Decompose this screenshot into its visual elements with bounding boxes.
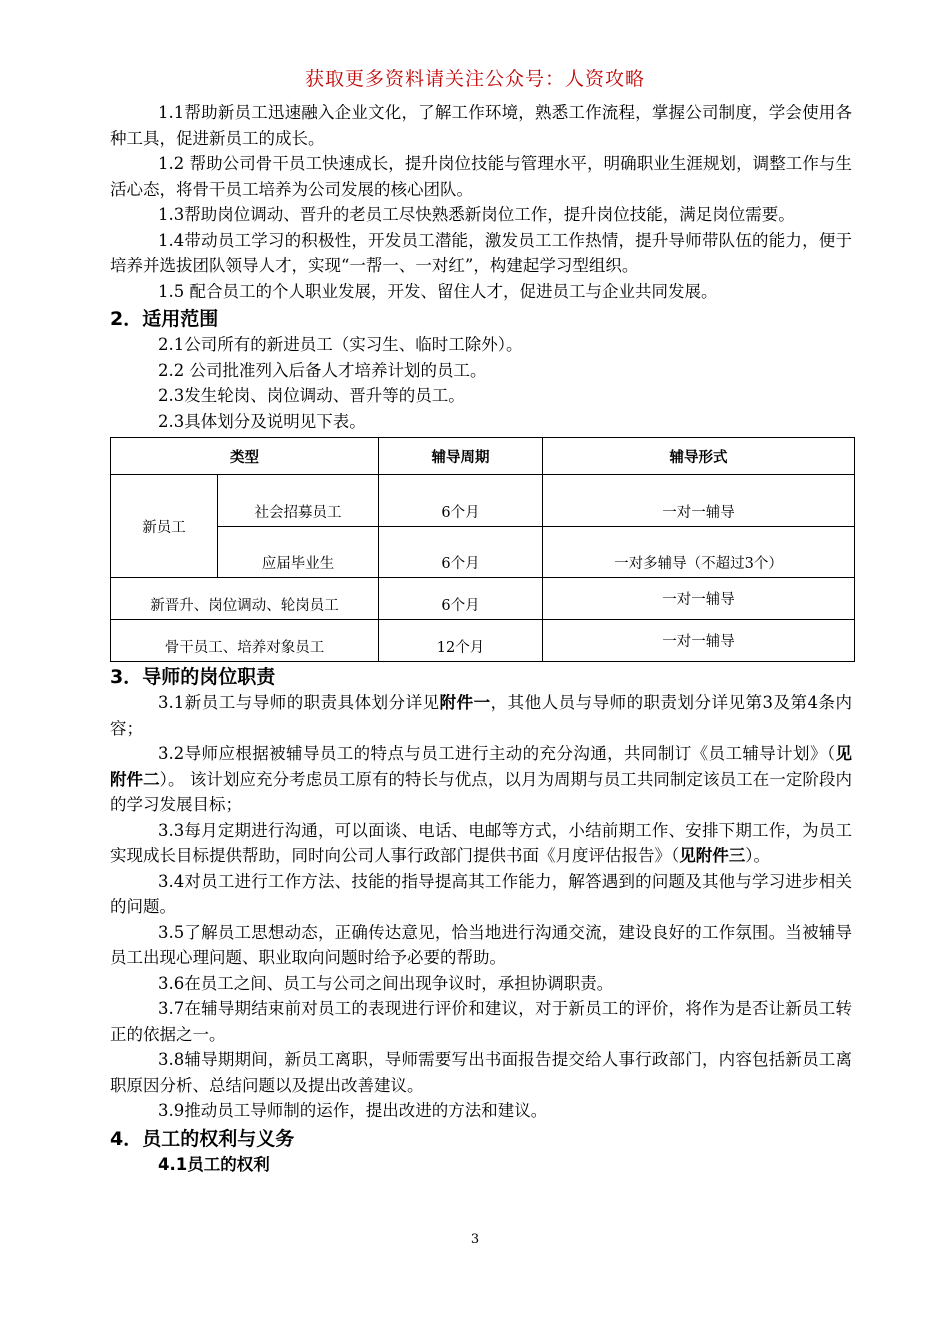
attachment-2-ref: 见附件二 [110, 744, 852, 789]
cell-type: 社会招募员工 [218, 475, 379, 527]
para-1-5: 1.5 配合员工的个人职业发展，开发、留住人才，促进员工与企业共同发展。 [158, 281, 718, 301]
cell-type: 骨干员工、培养对象员工 [111, 620, 379, 662]
attachment-1-ref: 附件一 [439, 693, 491, 712]
cell-type: 应届毕业生 [218, 527, 379, 578]
table-row [111, 578, 855, 620]
para-2-1: 2.1公司所有的新进员工（实习生、临时工除外）。 [158, 335, 523, 354]
para-3-4: 3.4对员工进行工作方法、技能的指导提高其工作能力，解答遇到的问题及其他与学习进步相关的问题。 [110, 871, 852, 916]
group-new-employee: 新员工 [111, 475, 218, 578]
para-3-5: 3.5了解员工思想动态，正确传达意见，恰当地进行沟通交流，建设良好的工作氛围。当被辅导员工出现心理问题、职业取向问题时给予必要的帮助。 [110, 922, 852, 967]
para-1-2: 1.2 帮助公司骨干员工快速成长，提升岗位技能与管理水平，明确职业生涯规划，调整工作与生活心态，将骨干员工培养为公司发展的核心团队。 [110, 154, 852, 199]
cell-period: 6个月 [379, 578, 543, 620]
cell-period: 6个月 [379, 527, 543, 578]
table-row [111, 620, 855, 662]
page-number: 3 [470, 1232, 480, 1247]
cell-form: 一对一辅导 [543, 475, 855, 527]
cell-form: 一对多辅导（不超过3个） [543, 527, 855, 578]
header-period: 辅导周期 [379, 438, 543, 475]
table-row [111, 527, 855, 578]
para-3-1-text: 3.1新员工与导师的职责具体划分详见 [158, 693, 440, 712]
cell-type: 新晋升、岗位调动、轮岗员工 [111, 578, 379, 620]
section-2-title: 2．适用范围 [110, 308, 219, 330]
document-body [110, 100, 852, 1178]
cell-period: 12个月 [379, 620, 543, 662]
cell-form: 一对一辅导 [543, 578, 855, 620]
para-3-9: 3.9推动员工导师制的运作，提出改进的方法和建议。 [158, 1101, 548, 1120]
para-1-4: 1.4带动员工学习的积极性，开发员工潜能，激发员工工作热情，提升导师带队伍的能力，便于培养并选拔团队领导人才，实现“一帮一、一对红”，构建起学习型组织。 [110, 230, 852, 275]
para-3-3-text-end: ）。 [745, 846, 770, 865]
para-3-7: 3.7在辅导期结束前对员工的表现进行评价和建议，对于新员工的评价，将作为是否让新员工转正的依据之一。 [110, 999, 852, 1044]
section-4-1-title: 4.1员工的权利 [158, 1154, 270, 1174]
para-1-3: 1.3帮助岗位调动、晋升的老员工尽快熟悉新岗位工作，提升岗位技能，满足岗位需要。 [158, 205, 795, 224]
attachment-3-ref: 见附件三 [679, 846, 746, 865]
cell-period: 6个月 [379, 475, 543, 527]
header-type: 类型 [111, 438, 379, 475]
para-3-2-text: 3.2导师应根据被辅导员工的特点与员工进行主动的充分沟通，共同制订《员工辅导计划》（ [158, 744, 836, 763]
section-3-title: 3．导师的岗位职责 [110, 666, 276, 688]
para-2-2: 2.2 公司批准列入后备人才培养计划的员工。 [158, 360, 487, 380]
section-4-title: 4．员工的权利与义务 [110, 1127, 295, 1150]
page-header: 获取更多资料请关注公众号：人资攻略 [304, 68, 645, 90]
para-2-4: 2.3具体划分及说明见下表。 [158, 411, 366, 431]
para-2-3: 2.3发生轮岗、岗位调动、晋升等的员工。 [158, 386, 465, 405]
para-3-3 [110, 818, 852, 869]
para-1-1: 1.1帮助新员工迅速融入企业文化，了解工作环境，熟悉工作流程，掌握公司制度，学会使用各种工具，促进新员工的成长。 [110, 103, 852, 148]
para-3-8: 3.8辅导期期间，新员工离职，导师需要写出书面报告提交给人事行政部门，内容包括新员工离职原因分析、总结问题以及提出改善建议。 [110, 1050, 852, 1095]
para-3-3-text: 3.3每月定期进行沟通，可以面谈、电话、电邮等方式，小结前期工作、安排下期工作，为员工实现成长目标提供帮助，同时向公司人事行政部门提供书面《月度评估报告》（ [110, 820, 852, 865]
table-row [111, 475, 855, 527]
para-3-1-text-end: ，其他人员与导师的职责划分详见第3及第4条内容； [110, 693, 852, 738]
cell-form: 一对一辅导 [543, 620, 855, 662]
header-form: 辅导形式 [543, 438, 855, 475]
para-3-6: 3.6在员工之间、员工与公司之间出现争议时，承担协调职责。 [158, 973, 614, 993]
table-header-row [111, 438, 855, 475]
para-3-2 [110, 741, 852, 818]
coaching-table [110, 437, 855, 662]
para-3-1 [110, 690, 852, 741]
para-3-2-text-end: ）。 该计划应充分考虑员工原有的特长与优点，以月为周期与员工共同制定该员工在一定阶段内的学习发展目标； [110, 769, 853, 814]
